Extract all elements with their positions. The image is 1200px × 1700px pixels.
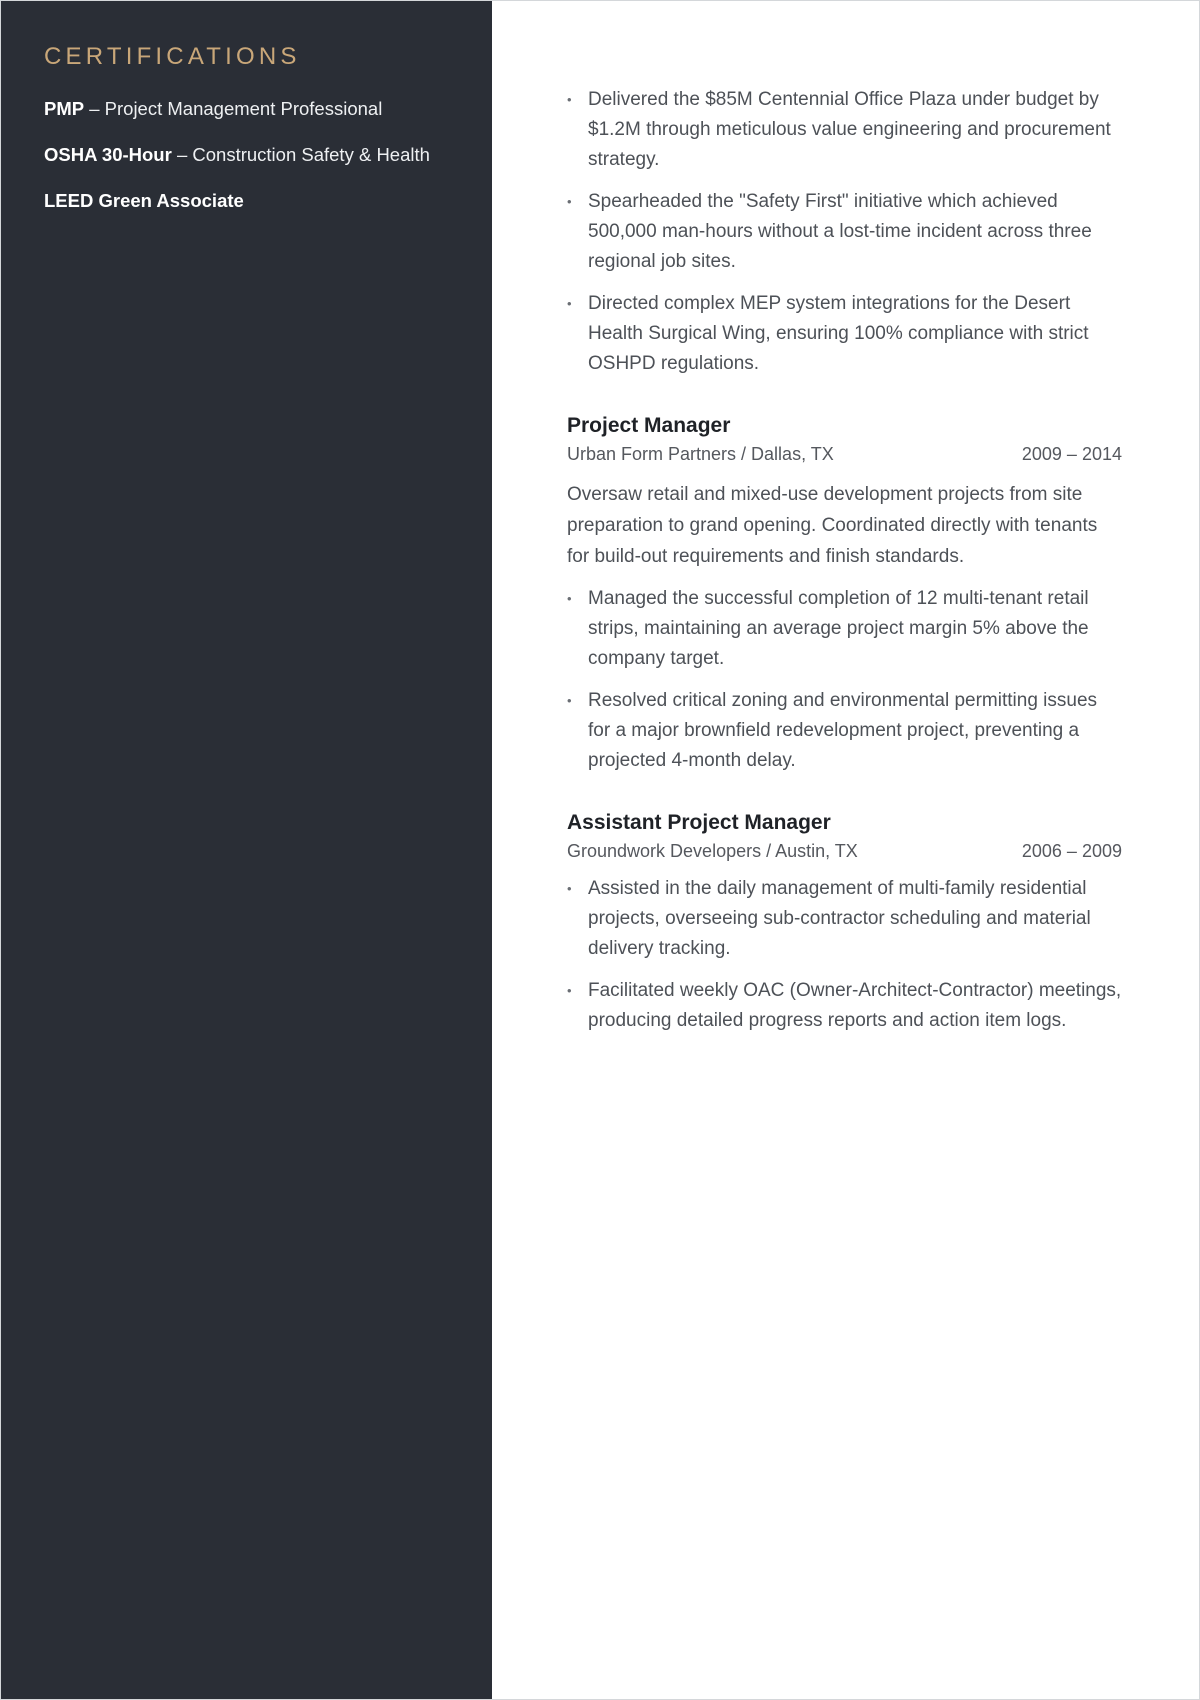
achievement-bullet: • Managed the successful completion of 12 multi-tenant retail strips, maintaining an average project margin 5% above the company target.: [567, 584, 1122, 674]
job-title: Assistant Project Manager: [567, 811, 831, 834]
achievement-bullet: • Delivered the $85M Centennial Office Plaza under budget by $1.2M through meticulous value engineering and procurement strategy.: [567, 85, 1122, 175]
certifications-list: [44, 96, 492, 214]
job-description: Oversaw retail and mixed-use development projects from site preparation to grand opening. Coordinated directly with tenants for build-out requirements and finish standards.: [567, 484, 1098, 567]
job-bullet-list: [567, 584, 1122, 776]
achievement-bullet: • Spearheaded the "Safety First" initiative which achieved 500,000 man-hours without a lost-time incident across three regional job sites.: [567, 187, 1122, 277]
job-company: Urban Form Partners / Dallas, TX: [567, 444, 834, 464]
job-title: Project Manager: [567, 414, 731, 437]
job-dates: 2006 – 2009: [1021, 841, 1122, 861]
job-meta: [567, 441, 1122, 467]
job-company: Groundwork Developers / Austin, TX: [567, 841, 858, 861]
job-dates: 2009 – 2014: [1021, 444, 1122, 464]
job-bullet-list: [567, 874, 1122, 1036]
certification-name: PMP: [44, 98, 85, 119]
achievement-bullet: • Assisted in the daily management of multi-family residential projects, overseeing sub-contractor scheduling and material delivery tracking.: [567, 874, 1122, 964]
sidebar: [1, 1, 492, 1699]
certification-name: LEED Green Associate: [44, 190, 244, 211]
achievement-bullet: • Resolved critical zoning and environmental permitting issues for a major brownfield redevelopment project, preventing a projected 4-month delay.: [567, 686, 1122, 776]
experience-column: [492, 1, 1199, 1699]
certification-item: [44, 142, 492, 168]
intro-bullet-list: [567, 85, 1122, 379]
job-meta: [567, 838, 1122, 864]
certifications-heading: CERTIFICATIONS: [44, 43, 301, 70]
job-entry-project-manager: [567, 412, 1122, 776]
certification-name: OSHA 30-Hour: [44, 144, 172, 165]
certification-detail: – Construction Safety & Health: [171, 144, 430, 165]
certification-item: [44, 96, 492, 122]
certification-detail: – Project Management Professional: [84, 98, 383, 119]
achievement-bullet: • Facilitated weekly OAC (Owner-Architect-Contractor) meetings, producing detailed progress reports and action item logs.: [567, 976, 1122, 1036]
certification-item: [44, 188, 492, 214]
job-entry-assistant-project-manager: [567, 809, 1122, 1036]
achievement-bullet: • Directed complex MEP system integrations for the Desert Health Surgical Wing, ensuring 100% compliance with strict OSHPD regulations.: [567, 289, 1122, 379]
